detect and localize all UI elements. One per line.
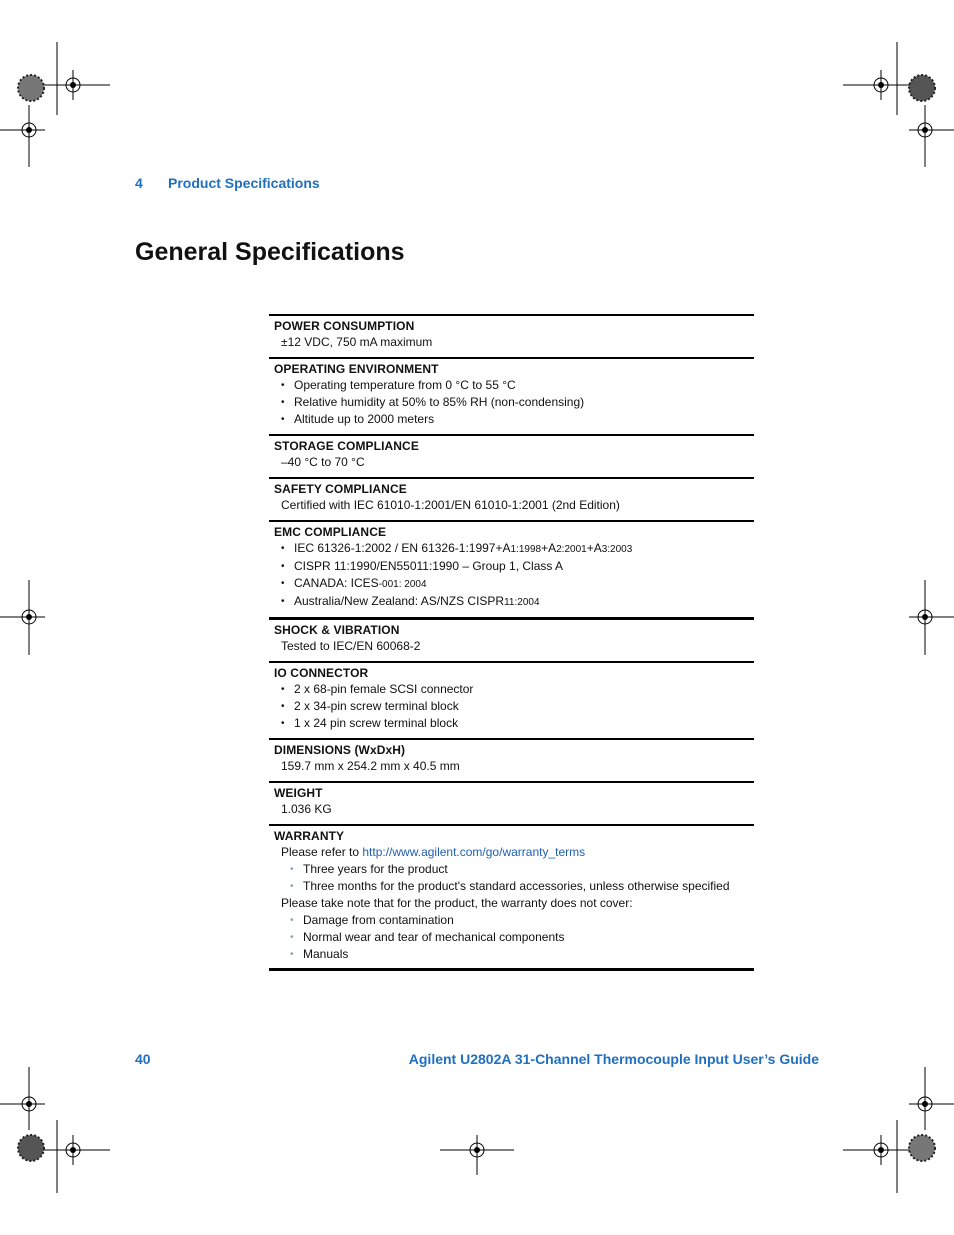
list-item: • Damage from contamination <box>290 912 754 929</box>
section-text: Please refer to http://www.agilent.com/go/warranty_terms <box>281 845 586 859</box>
list-item: • Normal wear and tear of mechanical components <box>290 929 754 946</box>
section-heading: EMC COMPLIANCE <box>274 525 387 539</box>
list-item: • Operating temperature from 0 °C to 55 °C <box>281 377 754 394</box>
section-text: –40 °C to 70 °C <box>281 455 365 469</box>
list-item: • IEC 61326-1:2002 / EN 61326-1:1997+A1:1998+A2:2001+A3:2003 <box>281 540 754 558</box>
section-heading: IO CONNECTOR <box>274 666 369 680</box>
section-text: Please take note that for the product, the warranty does not cover: <box>281 896 633 910</box>
page-number: 40 <box>135 1051 151 1067</box>
section-text: Tested to IEC/EN 60068-2 <box>281 639 421 653</box>
section-text: 1.036 KG <box>281 802 332 816</box>
list-item: • CISPR 11:1990/EN55011:1990 – Group 1, Class A <box>281 558 754 575</box>
list-item: • Relative humidity at 50% to 85% RH (non-condensing) <box>281 394 754 411</box>
section-dimensions <box>269 738 754 781</box>
section-heading: STORAGE COMPLIANCE <box>274 439 419 453</box>
section-heading: OPERATING ENVIRONMENT <box>274 362 439 376</box>
list-item: • 1 x 24 pin screw terminal block <box>281 715 754 732</box>
section-heading: POWER CONSUMPTION <box>274 319 415 333</box>
section-text: ±12 VDC, 750 mA maximum <box>281 335 433 349</box>
warranty-link[interactable]: http://www.agilent.com/go/warranty_terms <box>362 845 586 859</box>
list-item: • Manuals <box>290 946 754 963</box>
section-safety <box>269 477 754 520</box>
list-item: • 2 x 68-pin female SCSI connector <box>281 681 754 698</box>
list-item: • Three months for the product's standard accessories, unless otherwise specified <box>290 878 754 895</box>
section-weight <box>269 781 754 824</box>
list-item: • Australia/New Zealand: AS/NZS CISPR11:2004 <box>281 593 754 611</box>
list-item: • Altitude up to 2000 meters <box>281 411 754 428</box>
section-text: 159.7 mm x 254.2 mm x 40.5 mm <box>281 759 460 773</box>
section-shock <box>269 617 754 661</box>
section-storage <box>269 434 754 477</box>
section-heading: SAFETY COMPLIANCE <box>274 482 407 496</box>
section-text: Certified with IEC 61010-1:2001/EN 61010-1:2001 (2nd Edition) <box>281 498 620 512</box>
list-item: • CANADA: ICES-001: 2004 <box>281 575 754 593</box>
list-item: • Three years for the product <box>290 861 754 878</box>
spec-table <box>269 314 754 971</box>
chapter-title: Product Specifications <box>168 175 320 191</box>
list-item: • 2 x 34-pin screw terminal block <box>281 698 754 715</box>
section-heading: SHOCK & VIBRATION <box>274 623 400 637</box>
section-power <box>269 314 754 357</box>
section-heading: WEIGHT <box>274 786 323 800</box>
section-emc <box>269 520 754 617</box>
chapter-number: 4 <box>135 175 143 191</box>
document-title: Agilent U2802A 31-Channel Thermocouple Input User’s Guide <box>408 1051 819 1067</box>
page-title: General Specifications <box>135 238 405 266</box>
running-header <box>135 175 320 191</box>
section-io <box>269 661 754 738</box>
section-heading: WARRANTY <box>274 829 345 843</box>
section-warranty <box>269 824 754 971</box>
section-heading: DIMENSIONS (WxDxH) <box>274 743 406 757</box>
section-environment <box>269 357 754 434</box>
